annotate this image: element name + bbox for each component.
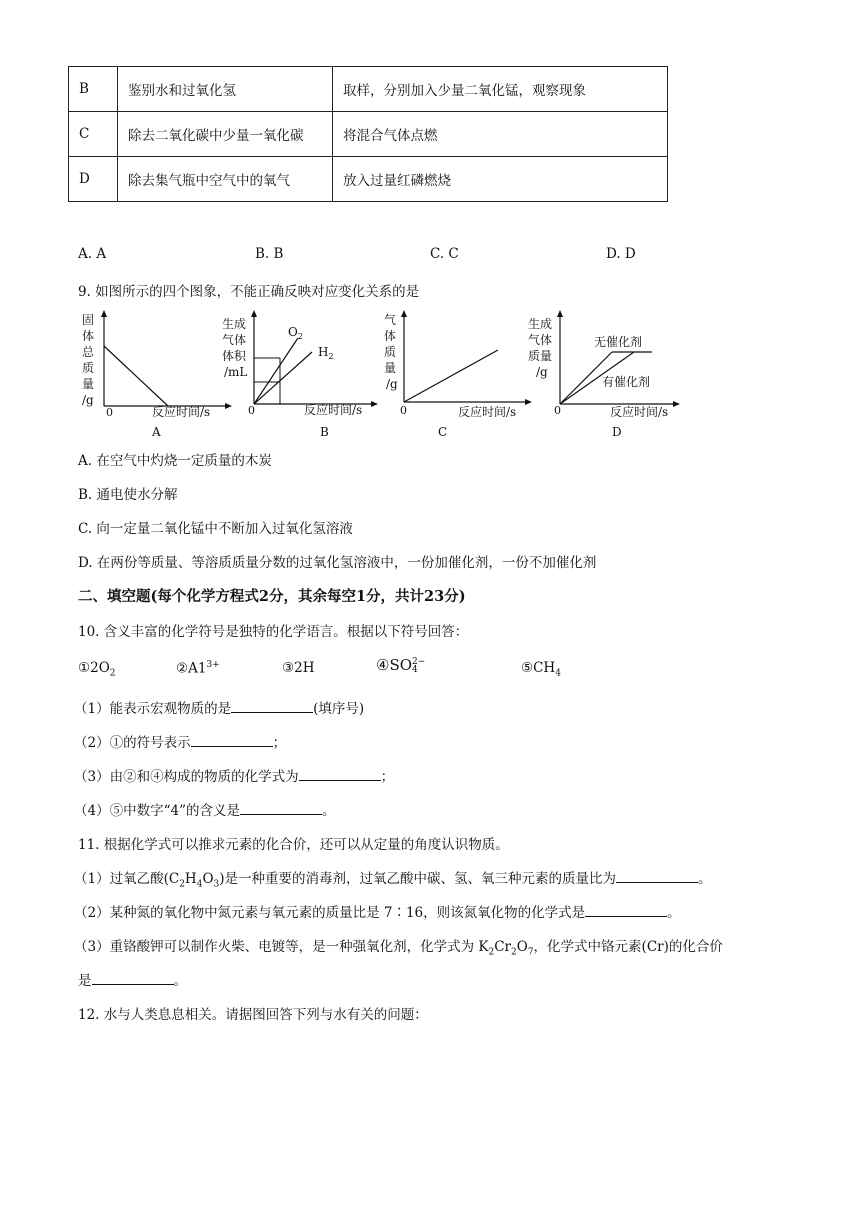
- graph-d-ylabel: 气体: [528, 333, 553, 347]
- experiment-purpose: 鉴别水和过氧化氢: [118, 67, 333, 112]
- question-12-stem: 12. 水与人类息息相关。请据图回答下列与水有关的问题：: [78, 1007, 428, 1023]
- answer-blank[interactable]: [616, 869, 698, 883]
- q10-part-2: （2）①的符号表示 ；: [74, 735, 287, 751]
- graph-c-xlabel: 反应时间/s: [458, 405, 517, 419]
- answer-blank[interactable]: [240, 801, 322, 815]
- choice-b: B. B: [255, 246, 284, 262]
- graph-d: [528, 310, 688, 446]
- graph-a-xlabel: 反应时间/s: [152, 405, 211, 419]
- graph-b: [222, 310, 382, 446]
- graph-c-caption: C: [438, 425, 448, 439]
- choice-c: C. C: [430, 246, 459, 262]
- graph-a-ylabel: 总: [82, 345, 95, 359]
- experiment-method: 取样，分别加入少量二氧化锰，观察现象: [333, 67, 668, 112]
- graph-a-ylabel: 量: [82, 377, 95, 391]
- graph-b-label-h2: $H_2$: [318, 345, 334, 361]
- q11-part-3: （3）重铬酸钾可以制作火柴、电镀等，是一种强氧化剂，化学式为 $K_2Cr_2O_7$，化学式中铬元素(Cr)的化合价: [74, 939, 723, 958]
- experiment-method: 放入过量红磷燃烧: [333, 157, 668, 202]
- experiment-purpose: 除去二氧化碳中少量一氧化碳: [118, 112, 333, 157]
- graph-a-ylabel: 体: [82, 329, 95, 343]
- question-9-stem: 9. 如图所示的四个图象，不能正确反映对应变化关系的是: [78, 284, 420, 300]
- graph-a-caption: A: [152, 425, 161, 439]
- options-table: [68, 66, 668, 202]
- graph-d-ylabel: 生成: [528, 317, 553, 331]
- symbol-4: ④SO 2− 4: [376, 656, 426, 675]
- graph-d-xlabel: 反应时间/s: [610, 405, 669, 419]
- graph-d-ylabel: 质量: [528, 349, 553, 363]
- graph-d-label-catalyst: 有催化剂: [602, 375, 651, 389]
- answer-blank[interactable]: [231, 699, 313, 713]
- graph-a-ylabel: 质: [82, 361, 95, 375]
- graph-c-origin: 0: [400, 404, 407, 417]
- graph-d-origin: 0: [554, 404, 561, 417]
- graph-b-label-o2: $O_2$: [288, 325, 303, 341]
- graph-c-ylabel: 质: [384, 345, 397, 359]
- q10-part-4: （4）⑤中数字“4”的含义是 。: [74, 803, 336, 819]
- experiment-method: 将混合气体点燃: [333, 112, 668, 157]
- symbol-2: $②A1^{3+}$: [176, 660, 220, 677]
- symbol-5: $⑤CH_4$: [521, 660, 561, 679]
- graph-a-ylabel: /g: [82, 393, 94, 407]
- q11-part-3-continued: 是 。: [78, 973, 187, 989]
- graph-b-origin: 0: [248, 404, 255, 417]
- question-11-stem: 11. 根据化学式可以推求元素的化合价，还可以从定量的角度认识物质。: [78, 837, 509, 853]
- graph-d-ylabel: /g: [536, 365, 548, 379]
- q11-part-2: （2）某种氮的氧化物中氮元素与氧元素的质量比是 7∶16，则该氮氧化物的化学式是 。: [74, 905, 681, 921]
- graph-c-line: [404, 350, 498, 402]
- q9-option-c: C. 向一定量二氧化锰中不断加入过氧化氢溶液: [78, 521, 353, 537]
- question-10-stem: 10. 含义丰富的化学符号是独特的化学语言。根据以下符号回答：: [78, 624, 469, 640]
- answer-blank[interactable]: [299, 767, 381, 781]
- choice-d: D. D: [606, 246, 636, 262]
- q9-option-b: B. 通电使水分解: [78, 487, 178, 503]
- graph-c-ylabel: 气: [384, 313, 397, 327]
- graph-a-ylabel: 固: [82, 313, 95, 327]
- graph-b-ylabel: 气体: [222, 333, 247, 347]
- answer-blank[interactable]: [191, 733, 273, 747]
- q10-part-3: （3）由②和④构成的物质的化学式为 ；: [74, 769, 395, 785]
- graph-c-ylabel: /g: [386, 377, 398, 391]
- symbol-3: ③2H: [282, 660, 315, 676]
- graph-c: [380, 310, 540, 446]
- graph-d-caption: D: [612, 425, 622, 439]
- answer-blank[interactable]: [92, 971, 174, 985]
- table-row: [69, 157, 668, 202]
- choice-a: A. A: [78, 246, 107, 262]
- q9-option-d: D. 在两份等质量、等溶质质量分数的过氧化氢溶液中，一份加催化剂，一份不加催化剂: [78, 555, 597, 571]
- graph-a: [76, 310, 236, 446]
- graph-a-origin: 0: [106, 406, 113, 419]
- q9-option-a: A. 在空气中灼烧一定质量的木炭: [78, 453, 272, 469]
- graph-b-ylabel: 体积: [222, 349, 247, 363]
- section-2-title: 二、填空题(每个化学方程式2分，其余每空1分，共计23分): [78, 588, 466, 605]
- option-letter: D: [69, 157, 118, 202]
- graph-c-ylabel: 体: [384, 329, 397, 343]
- graph-b-ylabel: /mL: [224, 365, 248, 379]
- graph-b-xlabel: 反应时间/s: [304, 403, 363, 417]
- option-letter: C: [69, 112, 118, 157]
- graph-d-label-no-catalyst: 无催化剂: [594, 335, 643, 349]
- q11-part-1: （1）过氧乙酸$(C_2H_4O_3)$是一种重要的消毒剂，过氧乙酸中碳、氢、氧三种元素的质量比为 。: [74, 871, 712, 890]
- q10-part-1: （1）能表示宏观物质的是 (填序号): [74, 701, 365, 717]
- table-row: [69, 112, 668, 157]
- graph-a-line: [104, 346, 168, 406]
- graph-b-ylabel: 生成: [222, 317, 247, 331]
- experiment-purpose: 除去集气瓶中空气中的氧气: [118, 157, 333, 202]
- graph-b-caption: B: [320, 425, 329, 439]
- option-letter: B: [69, 67, 118, 112]
- answer-blank[interactable]: [585, 903, 667, 917]
- table-row: [69, 67, 668, 112]
- symbol-1: $①2O_2$: [78, 660, 116, 679]
- graph-c-ylabel: 量: [384, 361, 397, 375]
